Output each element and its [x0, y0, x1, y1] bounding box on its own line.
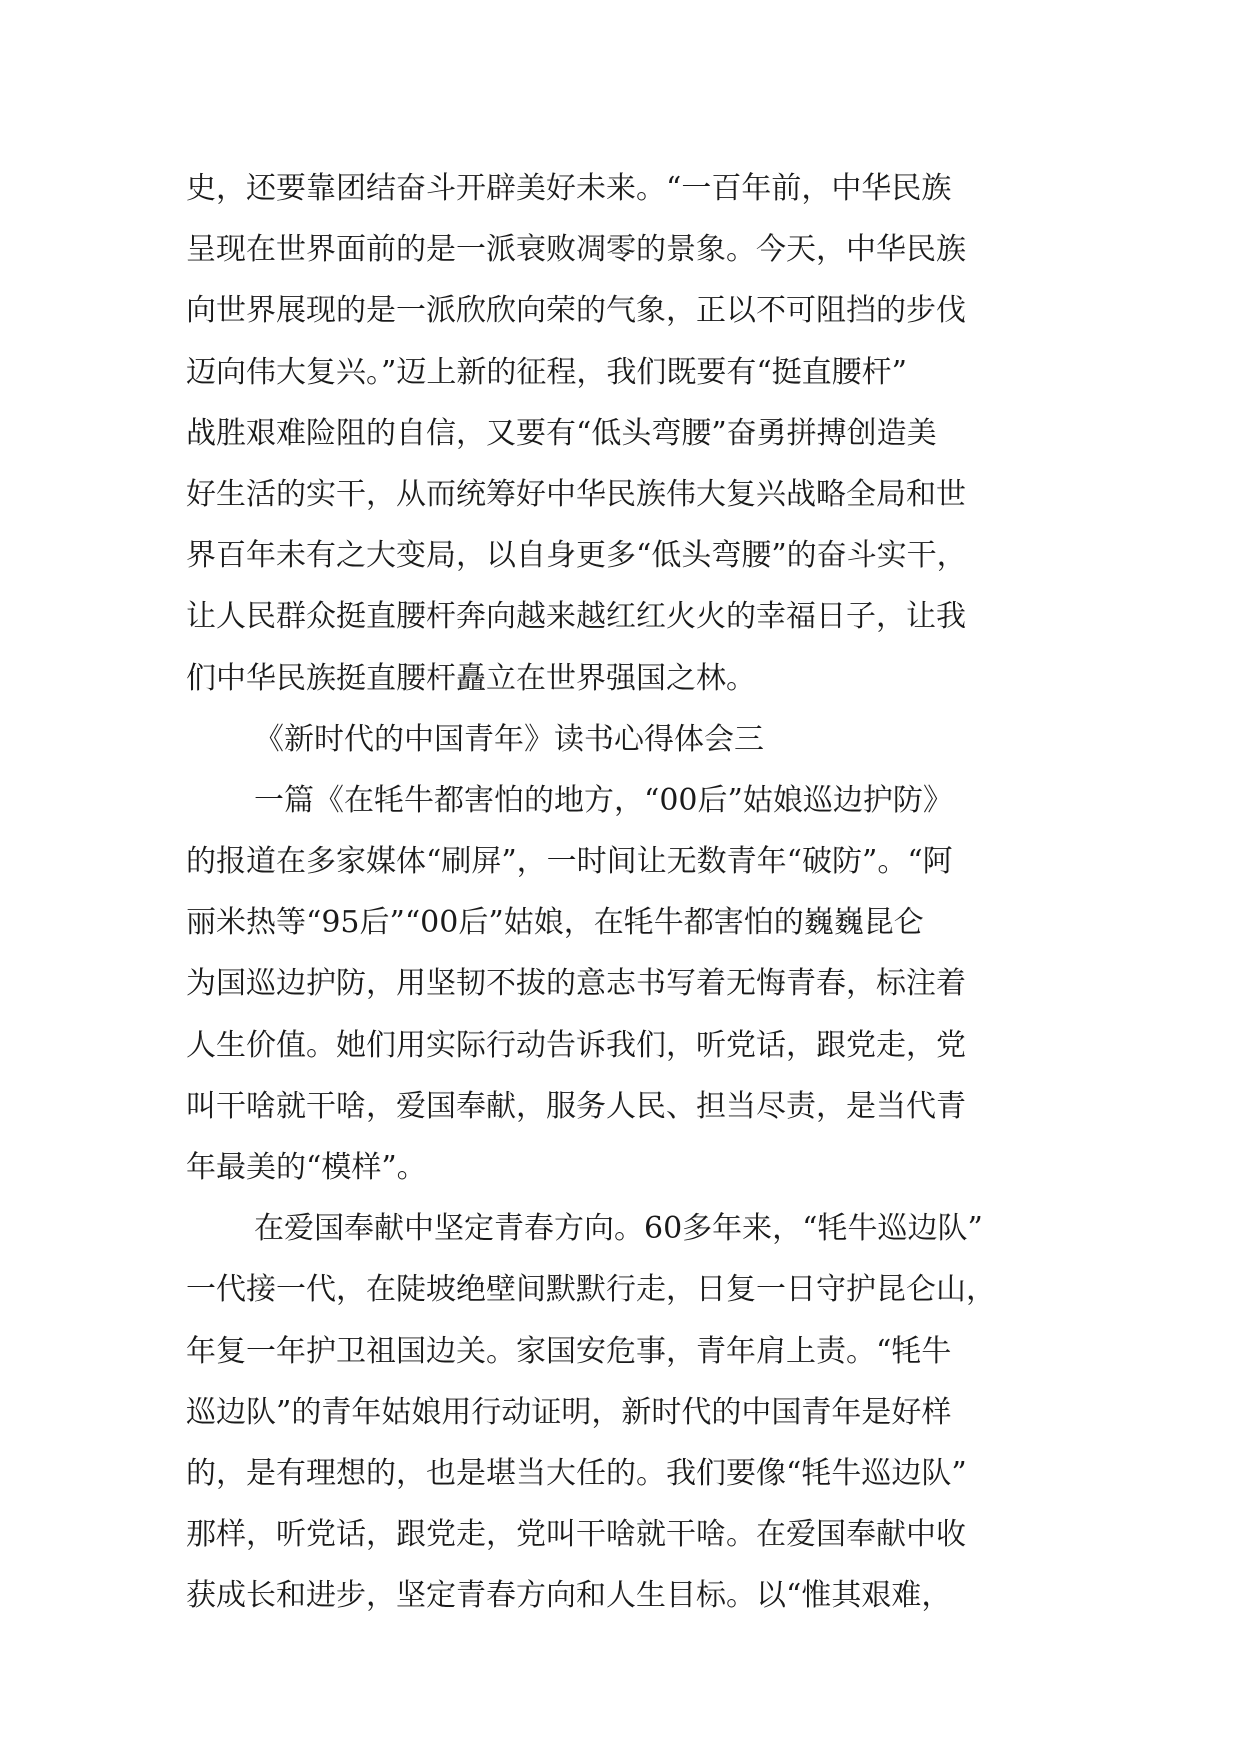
text-line: 们中华民族挺直腰杆矗立在世界强国之林。	[186, 660, 756, 696]
text-line: 巡边队”的青年姑娘用行动证明，新时代的中国青年是好样	[186, 1394, 952, 1430]
text-line: 丽米热等“95后”“00后”姑娘，在牦牛都害怕的巍巍昆仑	[186, 905, 924, 941]
document-body	[186, 158, 1066, 1627]
text-line: 年最美的“模样”。	[186, 1150, 427, 1185]
text-line: 迈向伟大复兴。”迈上新的征程，我们既要有“挺直腰杆”	[186, 354, 908, 390]
text-line: 的，是有理想的，也是堪当大任的。我们要像“牦牛巡边队”	[186, 1455, 967, 1491]
text-line: 的报道在多家媒体“刷屏”，一时间让无数青年“破防”。“阿	[186, 844, 953, 880]
text-line: 那样，听党话，跟党走，党叫干啥就干啥。在爱国奉献中收	[186, 1517, 966, 1553]
text-line: 年复一年护卫祖国边关。家国安危事，青年肩上责。“牦牛	[186, 1333, 952, 1369]
text-line: 向世界展现的是一派欣欣向荣的气象，正以不可阻挡的步伐	[186, 293, 966, 329]
text-line: 人生价值。她们用实际行动告诉我们，听党话，跟党走，党	[186, 1027, 966, 1063]
text-line: 战胜艰难险阻的自信，又要有“低头弯腰”奋勇拼搏创造美	[186, 415, 937, 451]
paragraph-start-line: 在爱国奉献中坚定青春方向。60多年来，“牦牛巡边队”	[254, 1211, 983, 1247]
text-line: 界百年未有之大变局，以自身更多“低头弯腰”的奋斗实干，	[186, 538, 967, 574]
text-line: 一代接一代，在陡坡绝壁间默默行走，日复一日守护昆仑山，	[186, 1272, 996, 1308]
text-line: 获成长和进步，坚定青春方向和人生目标。以“惟其艰难，	[186, 1578, 952, 1614]
text-line: 呈现在世界面前的是一派衰败凋零的景象。今天，中华民族	[186, 232, 966, 268]
text-line: 史，还要靠团结奋斗开辟美好未来。“一百年前，中华民族	[186, 171, 952, 206]
text-line: 让人民群众挺直腰杆奔向越来越红红火火的幸福日子，让我	[186, 599, 966, 635]
section-heading: 《新时代的中国青年》读书心得体会三	[254, 721, 764, 757]
text-line: 为国巡边护防，用坚韧不拔的意志书写着无悔青春，标注着	[186, 966, 966, 1002]
text-line: 叫干啥就干啥，爱国奉献，服务人民、担当尽责，是当代青	[186, 1088, 966, 1124]
text-line: 好生活的实干，从而统筹好中华民族伟大复兴战略全局和世	[186, 476, 966, 512]
paragraph-start-line: 一篇《在牦牛都害怕的地方，“00后”姑娘巡边护防》	[254, 782, 953, 818]
